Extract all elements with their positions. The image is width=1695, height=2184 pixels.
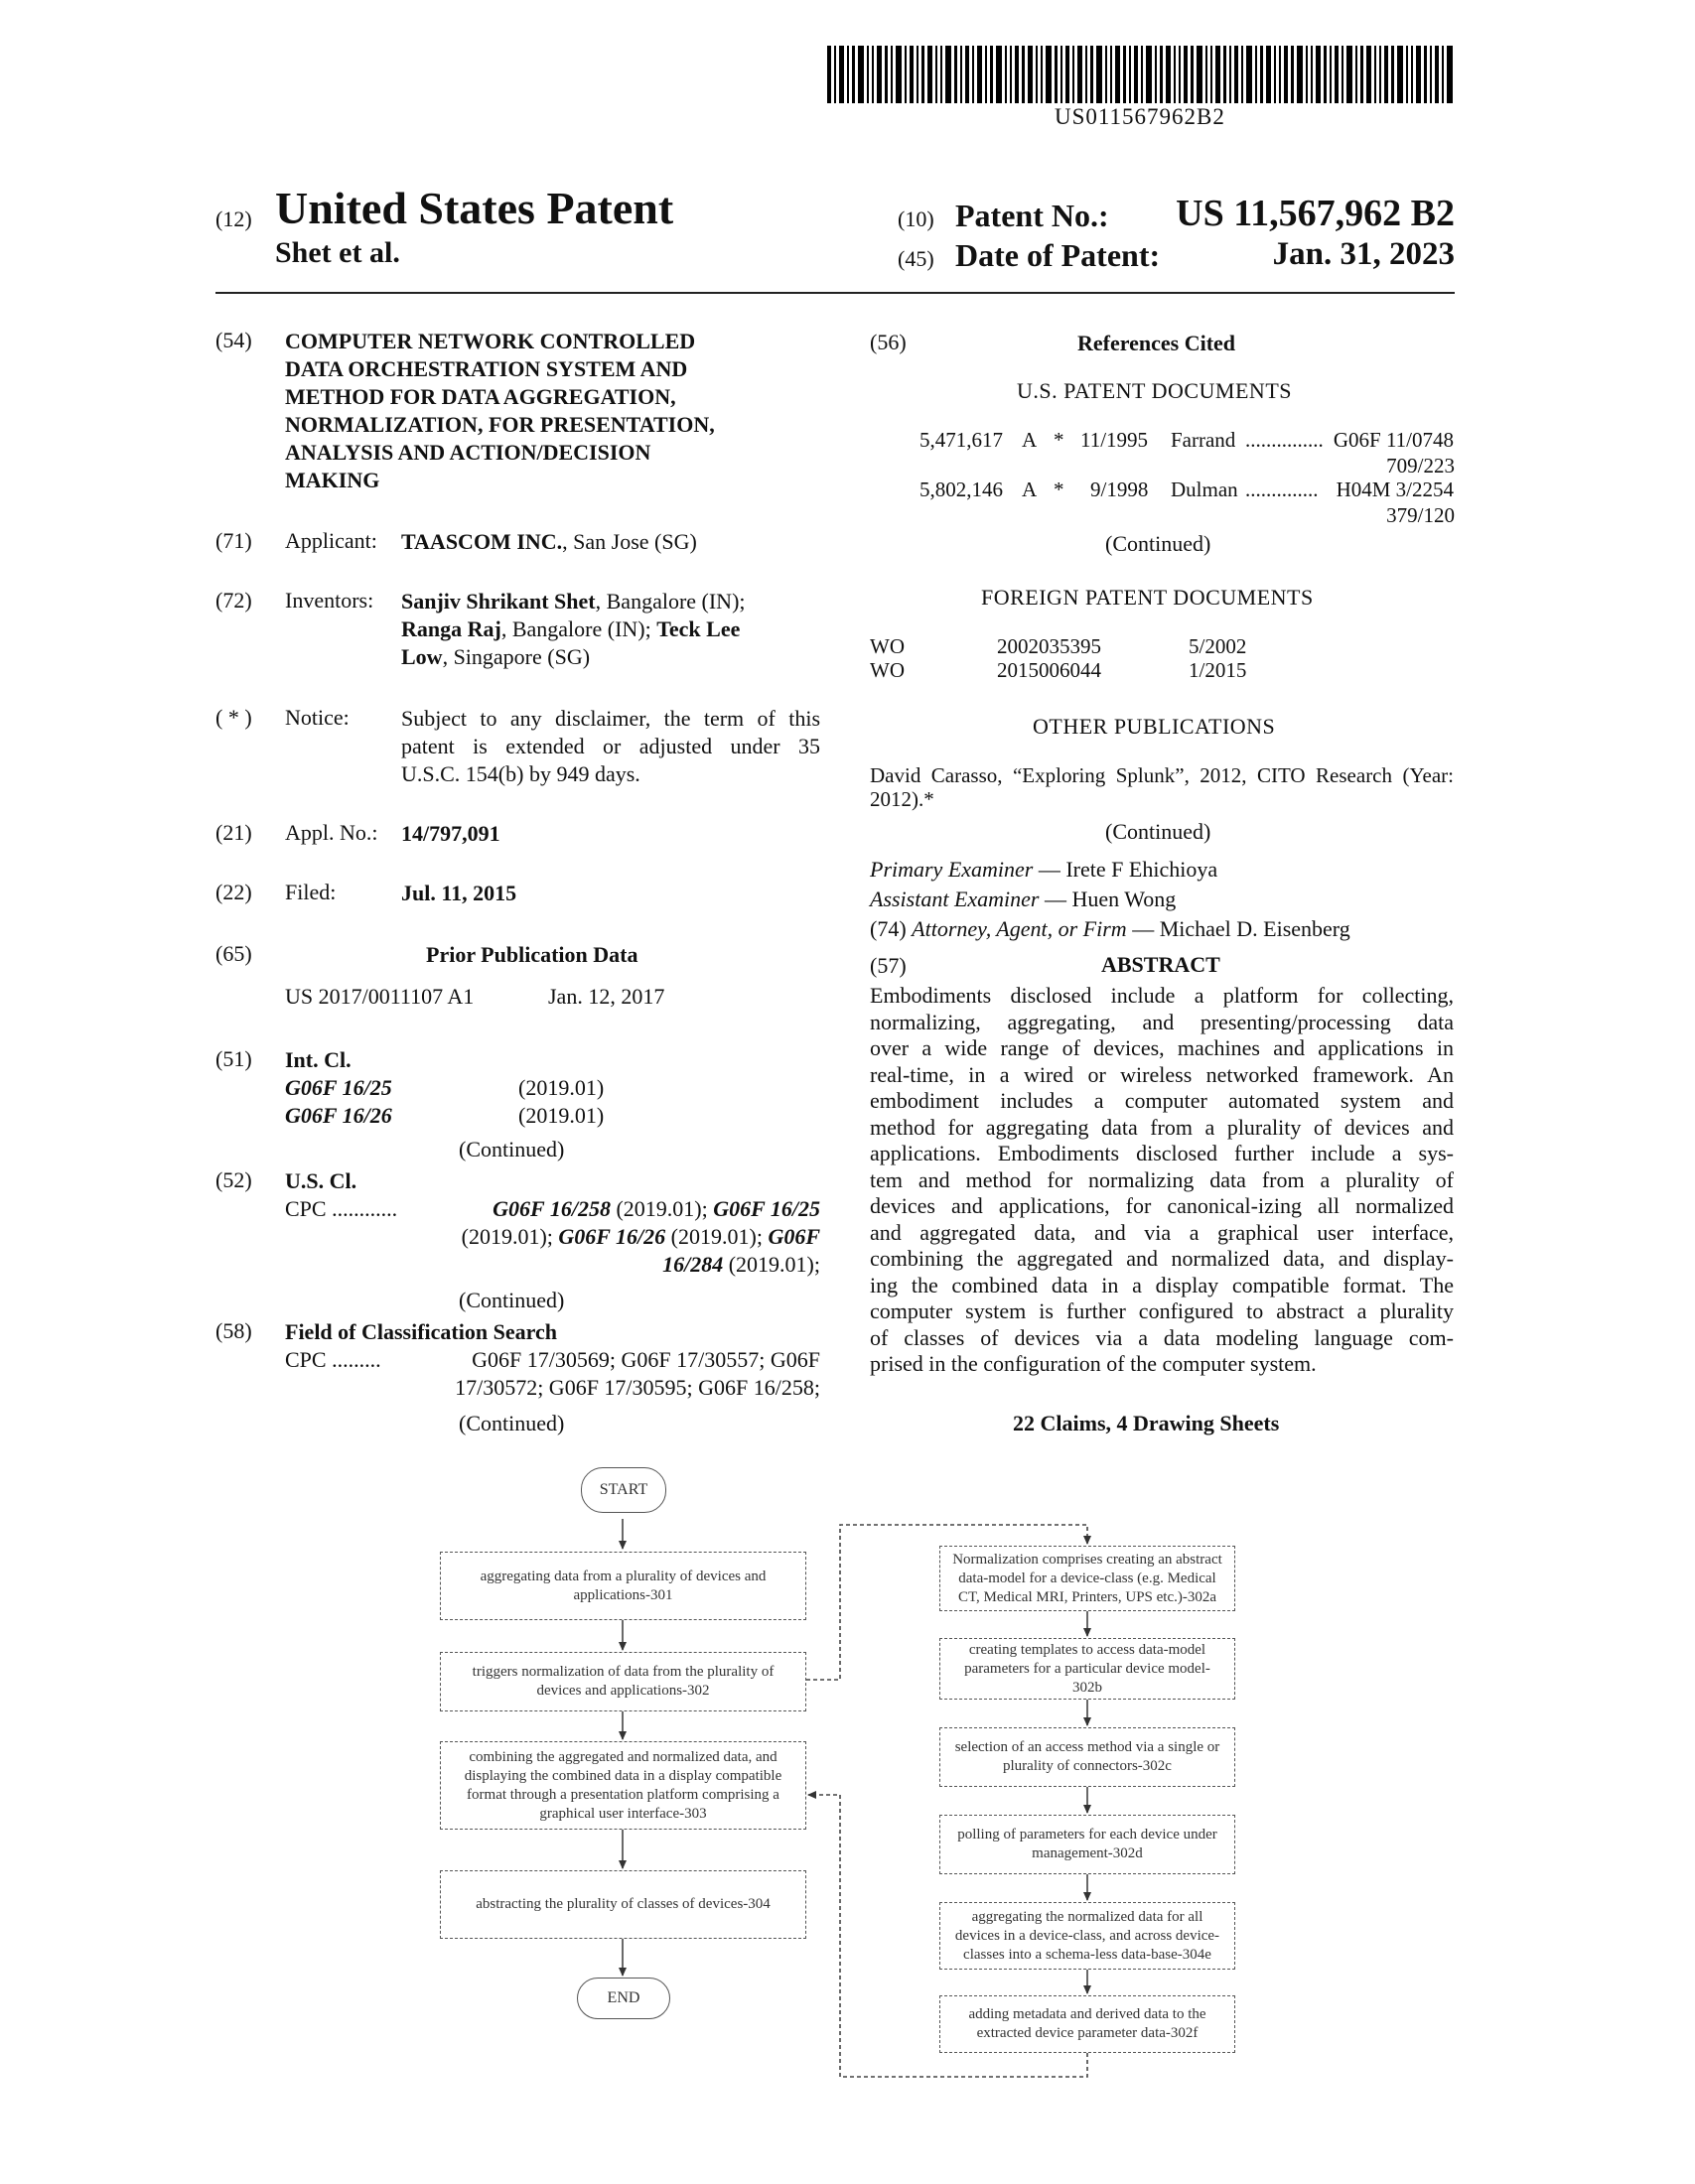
abstract-line: over a wide range of devices, machines and applications in (870, 1035, 1454, 1060)
abstract-line: Embodiments disclosed include a platform for collecting, (870, 983, 1454, 1008)
inventor-location: , Bangalore (IN); (500, 616, 657, 641)
us-doc-class: G06F 11/0748 (1333, 428, 1454, 452)
attorney-code: (74) (870, 916, 907, 941)
inventors-code: (72) (215, 588, 252, 613)
appl-number: 14/797,091 (401, 821, 500, 846)
date-of-patent: Jan. 31, 2023 (1272, 236, 1455, 272)
uscl-text: (2019.01); (665, 1224, 769, 1249)
primary-examiner-label: Primary Examiner (870, 857, 1034, 882)
title-line: COMPUTER NETWORK CONTROLLED (285, 329, 696, 353)
intcl-class: G06F 16/25 (285, 1075, 392, 1100)
title-line: DATA ORCHESTRATION SYSTEM AND (285, 356, 688, 381)
refs-code: (56) (870, 330, 907, 354)
uscl-text: (2019.01); (723, 1252, 820, 1277)
uscl-class: G06F (768, 1224, 820, 1249)
intcl-version: (2019.01) (518, 1075, 605, 1100)
intcl-continued: (Continued) (459, 1137, 565, 1161)
us-doc-kind: A (1022, 478, 1038, 501)
prior-pub-heading: Prior Publication Data (426, 942, 638, 967)
inventor-location: , Singapore (SG) (442, 644, 591, 669)
other-pubs-heading: OTHER PUBLICATIONS (1033, 714, 1276, 739)
uscl-cpc-label: CPC ............ (285, 1196, 398, 1221)
flow-step-304e: aggregating the normalized data for all devices in a device-class, and across device-classes into a schema-less data-base-304e (939, 1902, 1235, 1970)
uscl-class: 16/284 (662, 1252, 724, 1277)
claims-summary: 22 Claims, 4 Drawing Sheets (1013, 1411, 1280, 1435)
primary-examiner-name: — Irete F Ehichioya (1033, 857, 1218, 882)
abstract-line: method for aggregating data from a plurality of devices and (870, 1114, 1454, 1140)
notice-code: ( * ) (215, 705, 252, 730)
us-doc-class: H04M 3/2254 (1336, 478, 1454, 501)
flow-step-302a: Normalization comprises creating an abstract data-model for a device-class (e.g. Medical CT, Medical MRI, Printers, UPS etc.)-302a (939, 1546, 1235, 1611)
filed-code: (22) (215, 880, 252, 904)
flow-step-302b: creating templates to access data-model parameters for a particular device model-302b (939, 1638, 1235, 1700)
barcode-number: US011567962B2 (1055, 104, 1225, 129)
abstract-line: applications. Embodiments disclosed further include a sys- (870, 1141, 1454, 1165)
applicant-label: Applicant: (285, 528, 377, 553)
abstract-line: ing the combined data in a display compatible format. The (870, 1272, 1454, 1297)
assistant-examiner-label: Assistant Examiner (870, 887, 1040, 911)
inventors-label: Inventors: (285, 588, 374, 613)
title-line: METHOD FOR DATA AGGREGATION, (285, 384, 676, 409)
foreign-heading: FOREIGN PATENT DOCUMENTS (981, 585, 1314, 610)
foreign-doc-number: 2002035395 (997, 634, 1101, 658)
notice-line: Subject to any disclaimer, the term of this (401, 706, 820, 731)
inventor-name: Ranga Raj (401, 616, 501, 641)
patent-kind-title: United States Patent (275, 183, 674, 233)
notice-label: Notice: (285, 705, 350, 730)
us-docs-heading: U.S. PATENT DOCUMENTS (1017, 378, 1292, 403)
intcl-class: G06F 16/26 (285, 1103, 392, 1128)
abstract-line: combining the aggregated and normalized data, and display- (870, 1246, 1454, 1271)
uscl-class: G06F 16/258 (493, 1196, 611, 1221)
authors: Shet et al. (275, 236, 400, 269)
abstract-code: (57) (870, 953, 907, 978)
uscl-heading: U.S. Cl. (285, 1168, 357, 1193)
flow-step-302d: polling of parameters for each device under management-302d (939, 1815, 1235, 1874)
field-search-heading: Field of Classification Search (285, 1319, 557, 1344)
us-doc-kind: A (1022, 428, 1038, 452)
us-doc-subclass: 709/223 (1386, 454, 1455, 478)
flow-step-302c: selection of an access method via a single or plurality of connectors-302c (939, 1727, 1235, 1787)
title-line: MAKING (285, 468, 380, 492)
uscl-text: (2019.01); (610, 1196, 714, 1221)
inventor-location: , Bangalore (IN); (595, 589, 746, 614)
abstract-line: of classes of devices via a data modeling language com- (870, 1324, 1454, 1350)
flow-step-301: aggregating data from a plurality of devices and applications-301 (440, 1552, 806, 1620)
foreign-doc-date: 1/2015 (1189, 658, 1247, 682)
field-search-line: 17/30572; G06F 17/30595; G06F 16/258; (455, 1375, 820, 1400)
uscl-class: G06F 16/26 (558, 1224, 666, 1249)
applicant-code: (71) (215, 528, 252, 553)
us-doc-subclass: 379/120 (1386, 503, 1455, 527)
intcl-code: (51) (215, 1046, 252, 1071)
field-search-cpc-label: CPC ......... (285, 1347, 381, 1372)
appl-code: (21) (215, 820, 252, 845)
foreign-doc-date: 5/2002 (1189, 634, 1247, 658)
intcl-version: (2019.01) (518, 1103, 605, 1128)
header-code-12: (12) (215, 206, 252, 231)
notice-line: U.S.C. 154(b) by 949 days. (401, 761, 640, 786)
assistant-examiner-name: — Huen Wong (1039, 887, 1177, 911)
abstract-line: tem and method for normalizing data from a plurality of (870, 1166, 1454, 1192)
abstract-line: devices and applications, for canonical-izing all normalized (870, 1193, 1454, 1218)
abstract-line: normalizing, aggregating, and presenting/processing data (870, 1009, 1454, 1034)
patent-no-label: Patent No.: (955, 198, 1109, 233)
us-doc-star: * (1054, 478, 1064, 501)
patent-number: US 11,567,962 B2 (1176, 193, 1455, 234)
abstract-line: embodiment includes a computer automated system and (870, 1088, 1454, 1113)
inventor-name: Teck Lee (656, 616, 741, 641)
us-doc-name: Dulman (1171, 478, 1238, 501)
uscl-code: (52) (215, 1167, 252, 1192)
inventor-name: Sanjiv Shrikant Shet (401, 589, 596, 614)
appl-label: Appl. No.: (285, 820, 378, 845)
field-search-code: (58) (215, 1318, 252, 1343)
applicant-name: TAASCOM INC. (401, 529, 563, 554)
abstract-line: computer system is further configured to abstract a plurality (870, 1298, 1454, 1323)
uscl-continued: (Continued) (459, 1288, 565, 1312)
uscl-text: (2019.01); (461, 1224, 559, 1249)
title-code: (54) (215, 328, 252, 352)
attorney-name: — Michael D. Eisenberg (1126, 916, 1350, 941)
title-line: ANALYSIS AND ACTION/DECISION (285, 440, 651, 465)
intcl-heading: Int. Cl. (285, 1047, 352, 1072)
foreign-doc-number: 2015006044 (997, 658, 1101, 682)
flow-step-302f: adding metadata and derived data to the extracted device parameter data-302f (939, 1995, 1235, 2053)
us-doc-number: 5,471,617 (919, 428, 1003, 452)
abstract-heading: ABSTRACT (1101, 952, 1220, 977)
us-doc-date: 9/1998 (1090, 478, 1149, 501)
prior-pub-date: Jan. 12, 2017 (548, 984, 665, 1009)
header-code-45: (45) (898, 246, 934, 271)
foreign-doc-country: WO (870, 634, 905, 658)
flow-start: START (581, 1467, 666, 1513)
inventor-name: Low (401, 644, 443, 669)
us-doc-date: 11/1995 (1080, 428, 1149, 452)
flow-step-304: abstracting the plurality of classes of devices-304 (440, 1870, 806, 1939)
us-doc-number: 5,802,146 (919, 478, 1003, 501)
refs-heading: References Cited (1077, 331, 1236, 355)
prior-pub-number: US 2017/0011107 A1 (285, 984, 475, 1009)
flow-step-302: triggers normalization of data from the plurality of devices and applications-302 (440, 1652, 806, 1711)
uscl-class: G06F 16/25 (713, 1196, 820, 1221)
filed-label: Filed: (285, 880, 337, 904)
applicant-location: , San Jose (SG) (562, 529, 697, 554)
us-doc-star: * (1054, 428, 1064, 452)
filed-date: Jul. 11, 2015 (401, 881, 517, 905)
other-pubs-continued: (Continued) (1105, 819, 1211, 844)
field-search-line: G06F 17/30569; G06F 17/30557; G06F (472, 1347, 820, 1372)
other-pub-line: David Carasso, “Exploring Splunk”, 2012, CITO Research (Year: (870, 763, 1454, 787)
field-search-continued: (Continued) (459, 1411, 565, 1435)
us-docs-continued: (Continued) (1105, 531, 1211, 556)
flow-step-303: combining the aggregated and normalized data, and displaying the combined data in a display compatible format through a presentation platform comprising a graphical user interface-303 (440, 1741, 806, 1830)
date-of-patent-label: Date of Patent: (955, 237, 1161, 273)
title-line: NORMALIZATION, FOR PRESENTATION, (285, 412, 715, 437)
us-doc-dots: ............... (1245, 428, 1324, 452)
abstract-line: and aggregated data, and via a graphical user interface, (870, 1219, 1454, 1245)
abstract-line: real-time, in a wired or wireless networked framework. An (870, 1061, 1454, 1087)
us-doc-name: Farrand (1171, 428, 1236, 452)
attorney-label: Attorney, Agent, or Firm (912, 916, 1127, 941)
flow-end: END (577, 1978, 670, 2019)
foreign-doc-country: WO (870, 658, 905, 682)
notice-line: patent is extended or adjusted under 35 (401, 734, 820, 758)
other-pub-line: 2012).* (870, 787, 934, 811)
prior-pub-code: (65) (215, 941, 252, 966)
us-doc-dots: .............. (1245, 478, 1319, 501)
header-code-10: (10) (898, 206, 934, 231)
abstract-line: prised in the configuration of the computer system. (870, 1351, 1317, 1376)
